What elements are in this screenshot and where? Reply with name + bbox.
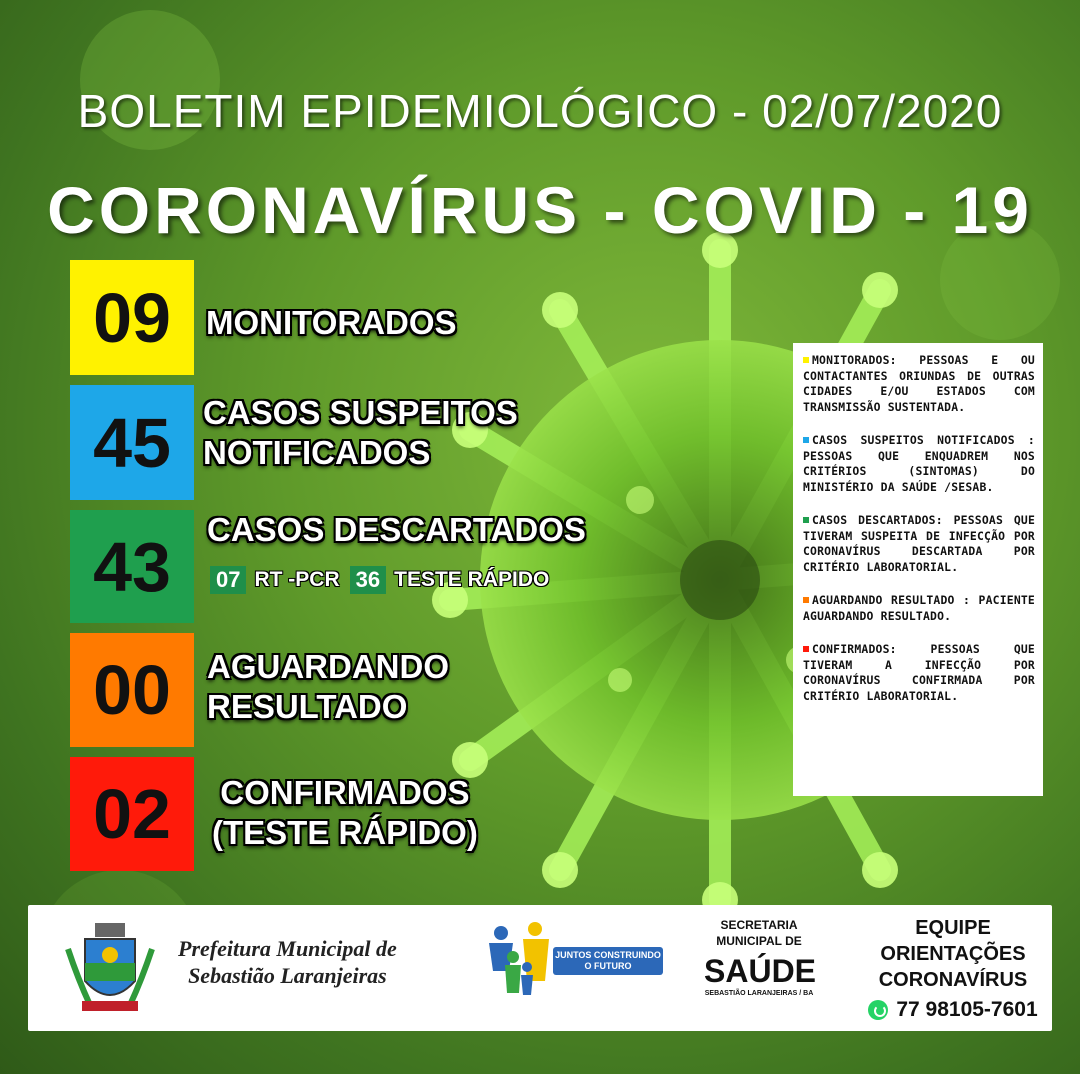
stat-value: 02 [93,775,171,853]
whatsapp-icon [868,1000,888,1020]
legend-item-confirmados [803,642,1035,704]
legend-item-suspeitos [803,433,1035,495]
stat-box-aguardando [70,633,194,747]
secretaria-place: SEBASTIÃO LARANJEIRAS / BA [704,990,814,997]
phone-number[interactable]: 77 98105-7601 [896,998,1038,1021]
stat-label-confirmados [212,773,478,853]
stat-box-descartados [70,510,194,623]
secretaria-line: MUNICIPAL DE [716,934,802,948]
legend-text: AGUARDANDO RESULTADO : PACIENTE AGUARDANDO RESULTADO. [803,593,1035,623]
slogan-badge [553,947,663,975]
legend-item-aguardando [803,593,1035,624]
legend-swatch [803,517,809,523]
secretaria-line: SECRETARIA [720,918,798,932]
legend-text: CASOS DESCARTADOS: PESSOAS QUE TIVERAM SUSPEITA DE INFECÇÃO POR CORONAVÍRUS DESCARTADA POR CRITÉRIO LABORATORIAL. [803,513,1035,574]
label-line: MONITORADOS [206,304,457,341]
legend-swatch [803,646,809,652]
rapid-test-count: 36 [350,566,386,594]
label-line: RESULTADO [207,688,408,725]
label-line: AGUARDANDO [207,648,449,685]
stat-label-descartados [207,510,586,550]
team-line: CORONAVÍRUS [878,969,1028,991]
slogan-line: JUNTOS CONSTRUINDO [555,950,661,960]
stat-value: 00 [93,651,171,729]
prefeitura-name [178,935,397,989]
slogan-line: O FUTURO [584,961,632,971]
legend-swatch [803,437,809,443]
secretaria-logo [704,917,817,999]
phone-contact[interactable] [863,997,1043,1023]
team-contact [863,915,1043,1023]
legend-text: CONFIRMADOS: PESSOAS QUE TIVERAM A INFECÇÃO POR CORONAVÍRUS CONFIRMADA POR CRITÉRIO LABORATORIAL. [803,642,1035,703]
stat-box-suspeitos [70,385,194,500]
municipal-coat-of-arms-icon [60,919,160,1019]
stat-value: 45 [93,403,171,482]
legend-text: CASOS SUSPEITOS NOTIFICADOS : PESSOAS QUE ENQUADREM NOS CRITÉRIOS (SINTOMAS) DO MINISTÉRIO DA SAÚDE /SESAB. [803,433,1035,494]
prefeitura-line: Prefeitura Municipal de [178,936,397,961]
rtpcr-label: RT -PCR [254,568,340,591]
family-logo-icon [483,921,563,1001]
stat-value: 09 [93,278,171,357]
prefeitura-line: Sebastião Laranjeiras [188,963,387,988]
footer-bar [28,905,1052,1031]
label-line: NOTIFICADOS [203,434,431,471]
legend-text: MONITORADOS: PESSOAS E OU CONTACTANTES ORIUNDAS DE OUTRAS CIDADES E/OU ESTADOS COM TRANSMISSÃO SUSTENTADA. [803,353,1035,414]
label-line: CONFIRMADOS [220,774,470,811]
stat-box-monitorados [70,260,194,375]
legend-swatch [803,357,809,363]
rapid-test-label: TESTE RÁPIDO [394,568,550,591]
legend-item-descartados [803,513,1035,575]
discarded-breakdown [210,566,559,594]
stat-label-monitorados [206,303,457,343]
stat-label-suspeitos [203,393,518,473]
stat-value: 43 [93,527,171,606]
legend-swatch [803,597,809,603]
team-line: ORIENTAÇÕES [880,943,1026,965]
legend-item-monitorados [803,353,1035,415]
rtpcr-count: 07 [210,566,246,594]
stat-label-aguardando [207,647,449,727]
title-separator: - [732,85,749,137]
bulletin-date: 02/07/2020 [762,85,1003,137]
stat-box-confirmados [70,757,194,871]
bulletin-title [0,84,1080,138]
definitions-legend [793,343,1043,796]
label-line: CASOS SUSPEITOS [203,394,518,431]
disease-title: CORONAVÍRUS - COVID - 19 [47,173,1033,247]
label-line: CASOS DESCARTADOS [207,511,586,548]
label-line: (TESTE RÁPIDO) [212,814,478,851]
secretaria-name: SAÚDE [704,953,817,989]
bulletin-heading: BOLETIM EPIDEMIOLÓGICO [77,85,719,137]
team-line: EQUIPE [915,917,991,939]
